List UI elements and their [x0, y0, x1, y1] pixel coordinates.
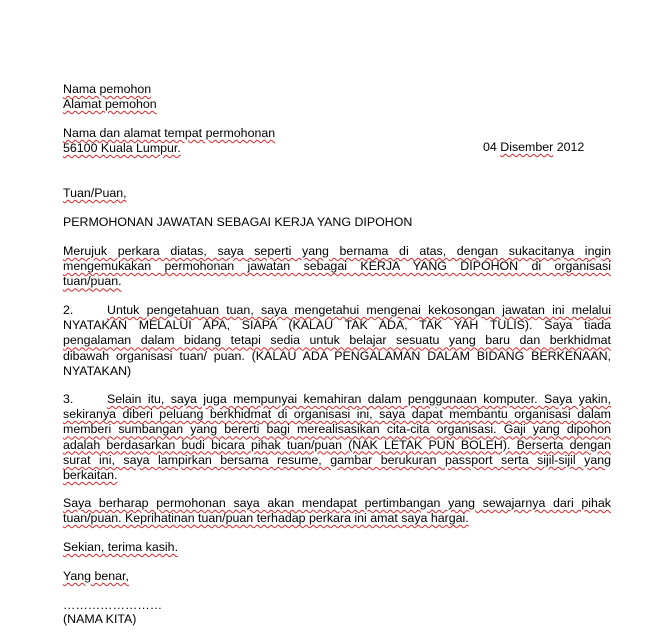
recipient-name-address: Nama dan alamat tempat permohonan — [63, 126, 276, 140]
paragraph-4-line: tuan/puan. Keprihatinan tuan/puan terhadap perkara ini amat saya hargai. — [63, 511, 469, 526]
paragraph-4-line: Saya berharap permohonan saya akan mendapat pertimbangan yang sewajarnya dari pihak — [63, 496, 611, 510]
paragraph-3-line: berkaitan. — [63, 467, 118, 482]
paragraph-2-line: NYATAKAN MELALUI APA, SIAPA (KALAU TAK ADA, TAK YAH TULIS). Saya tiada — [63, 318, 611, 333]
paragraph-1 — [63, 244, 611, 290]
salutation: Tuan/Puan, — [63, 186, 127, 200]
paragraph-2-line: NYATAKAN) — [63, 363, 132, 378]
paragraph-1-line: Merujuk perkara diatas, saya seperti yang bernama di atas, dengan sukacitanya ingin — [63, 244, 611, 258]
signer-name: (NAMA KITA) — [63, 612, 137, 626]
letter-subject: PERMOHONAN JAWATAN SEBAGAI KERJA YANG DIPOHON — [63, 215, 413, 229]
paragraph-3-line: sekiranya diberi peluang berkhidmat di organisasi ini, saya dapat membantu organisasi dalam — [63, 407, 611, 422]
paragraph-3-line: memberi sumbangan yang bererti bagi merealisasikan cita-cita organisasi. Gaji yang dipohon — [63, 422, 611, 437]
date-day: 04 — [483, 140, 497, 154]
paragraph-1-line: tuan/puan. — [63, 274, 122, 289]
paragraph-2-line: dibawah organisasi tuan/ puan. (KALAU ADA PENGALAMAN DALAM BIDANG BERKENAAN, — [63, 348, 611, 363]
paragraph-3-line: Selain itu, saya juga mempunyai kemahiran dalam penggunaan komputer. Saya yakin, — [107, 392, 611, 406]
paragraph-3-line: adalah berdasarkan budi bicara pihak tuan/puan (NAK LETAK PUN BOLEH). Berserta dengan — [63, 437, 611, 452]
applicant-name: Nama pemohon — [63, 82, 152, 96]
paragraph-2-line: pengalaman dalam bidang tetapi sedia untuk belajar sesuatu yang baru dan berkhidmat — [63, 333, 611, 348]
paragraph-3-number: 3. — [63, 392, 74, 406]
letter-date — [483, 140, 584, 155]
paragraph-1-line: mengemukakan permohonan jawatan sebagai KERJA YANG DIPOHON di organisasi — [63, 259, 611, 274]
date-year: 2012 — [556, 140, 585, 154]
applicant-address: Alamat pemohon — [63, 97, 157, 111]
date-month: Disember — [500, 140, 554, 154]
paragraph-4 — [63, 496, 611, 526]
sign-off: Yang benar, — [63, 569, 129, 583]
recipient-city: 56100 Kuala Lumpur. — [63, 141, 181, 155]
paragraph-3 — [63, 392, 611, 483]
closing-remark: Sekian, terima kasih. — [63, 540, 179, 554]
paragraph-2 — [63, 303, 611, 379]
paragraph-3-line: surat ini, saya lampirkan bersama resume, gambar berukuran passport serta sijil-sijil yang — [63, 452, 611, 467]
paragraph-2-number: 2. — [63, 303, 74, 317]
paragraph-2-line: Untuk pengetahuan tuan, saya mengetahui mengenai kekosongan jawatan ini melalui — [107, 303, 611, 317]
signature-line: …………………… — [63, 598, 163, 612]
